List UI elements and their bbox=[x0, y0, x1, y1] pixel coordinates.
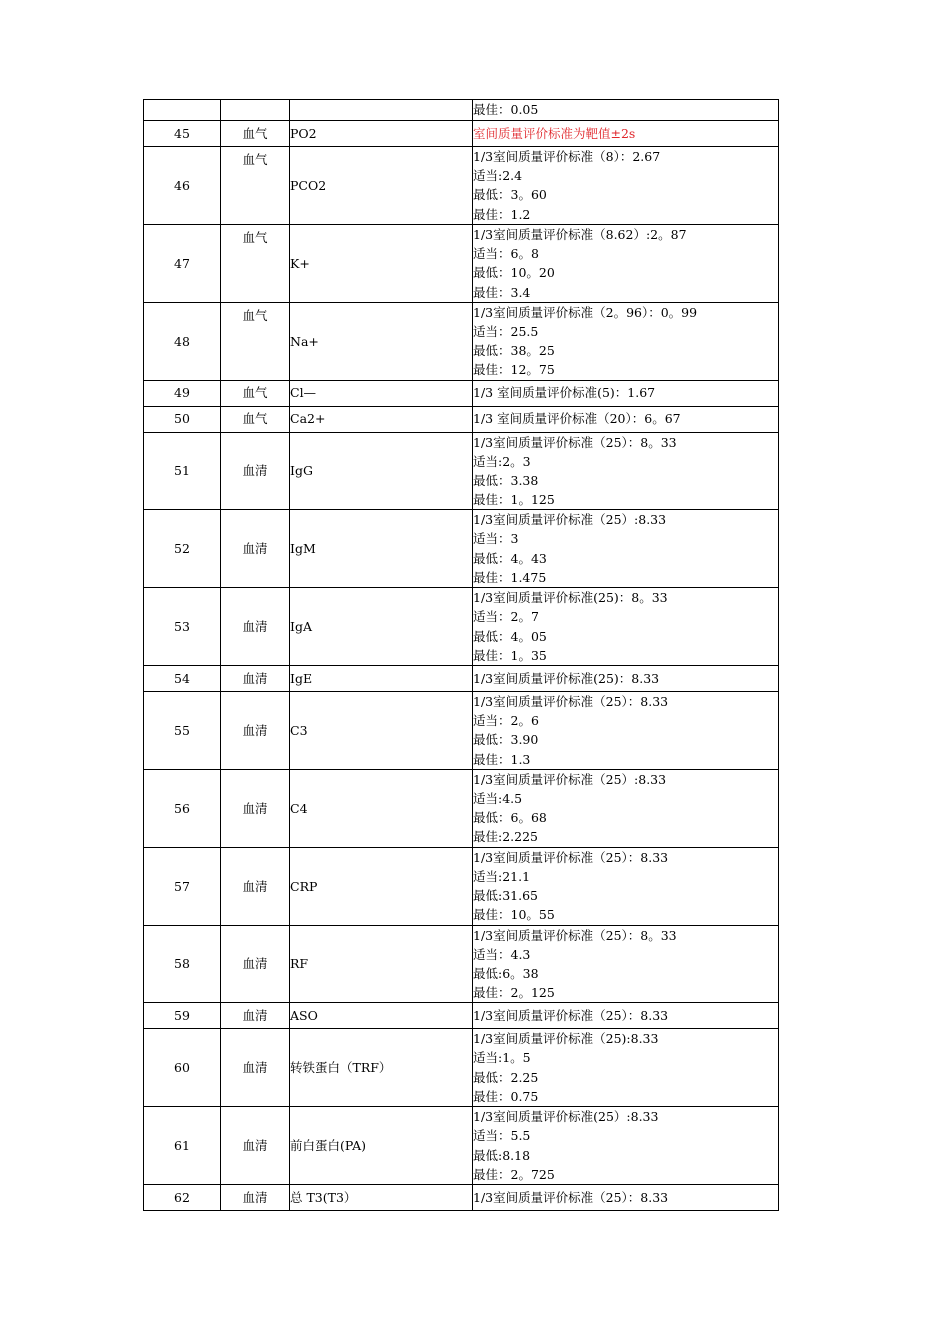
sample-type: 血清 bbox=[221, 666, 290, 692]
test-item: IgE bbox=[290, 666, 473, 692]
standard-line: 1/3室间质量评价标准(25)：8.33 bbox=[473, 670, 660, 686]
standard-line: 1/3室间质量评价标准（25）：8.33 bbox=[473, 694, 669, 709]
table-row bbox=[144, 769, 779, 847]
quality-standard bbox=[473, 121, 779, 147]
quality-standard bbox=[473, 925, 779, 1003]
standard-line: 适当：5.5 bbox=[473, 1128, 531, 1144]
table-row bbox=[144, 1003, 779, 1029]
test-item: Na+ bbox=[290, 302, 473, 380]
standard-line: 适当:2。3 bbox=[473, 453, 531, 469]
table-row bbox=[144, 1185, 779, 1211]
table-row bbox=[144, 925, 779, 1003]
sample-type: 血气 bbox=[221, 406, 290, 432]
standard-line: 最佳：1。35 bbox=[473, 647, 547, 663]
table-row bbox=[144, 666, 779, 692]
standard-line: 最低:6。38 bbox=[473, 965, 539, 981]
test-item: Cl— bbox=[290, 380, 473, 406]
table-row bbox=[144, 147, 779, 225]
row-number: 57 bbox=[144, 847, 221, 925]
standard-line: 1/3室间质量评价标准（8）：2.67 bbox=[473, 149, 661, 164]
sample-type: 血清 bbox=[221, 510, 290, 588]
row-number: 50 bbox=[144, 406, 221, 432]
quality-standard bbox=[473, 847, 779, 925]
sample-type: 血气 bbox=[221, 225, 290, 303]
table-row bbox=[144, 1029, 779, 1107]
standard-line: 最低：6。68 bbox=[473, 810, 547, 826]
standard-line: 1/3室间质量评价标准(25）:8.33 bbox=[473, 1109, 659, 1125]
test-item: 前白蛋白(PA) bbox=[290, 1107, 473, 1185]
sample-type: 血气 bbox=[221, 121, 290, 147]
table-row bbox=[144, 302, 779, 380]
table-row bbox=[144, 692, 779, 770]
sample-type: 血气 bbox=[221, 302, 290, 380]
quality-standards-table bbox=[143, 99, 779, 1211]
standard-line: 1/3室间质量评价标准（25）:8.33 bbox=[473, 512, 667, 528]
standard-line: 最低：4。43 bbox=[473, 550, 547, 566]
test-item: IgM bbox=[290, 510, 473, 588]
test-item: PCO2 bbox=[290, 147, 473, 225]
quality-standard bbox=[473, 588, 779, 666]
test-item: 转铁蛋白（TRF） bbox=[290, 1029, 473, 1107]
sample-type: 血清 bbox=[221, 432, 290, 510]
sample-type: 血清 bbox=[221, 847, 290, 925]
quality-standard bbox=[473, 432, 779, 510]
test-item: C3 bbox=[290, 692, 473, 770]
row-number: 52 bbox=[144, 510, 221, 588]
table-row bbox=[144, 847, 779, 925]
standard-line: 1/3室间质量评价标准（25）:8.33 bbox=[473, 771, 667, 787]
quality-standard bbox=[473, 1107, 779, 1185]
sample-type: 血气 bbox=[221, 147, 290, 225]
quality-standard bbox=[473, 100, 779, 121]
standard-line: 适当:21.1 bbox=[473, 868, 531, 884]
sample-type bbox=[221, 100, 290, 121]
standard-line: 最低:31.65 bbox=[473, 888, 538, 904]
sample-type: 血清 bbox=[221, 588, 290, 666]
standard-line: 适当：2。6 bbox=[473, 713, 539, 729]
test-item: IgA bbox=[290, 588, 473, 666]
standard-line: 适当：2。7 bbox=[473, 609, 539, 625]
quality-standard bbox=[473, 406, 779, 432]
row-number: 49 bbox=[144, 380, 221, 406]
standard-line: 1/3 室间质量评价标准（20）：6。67 bbox=[473, 411, 681, 427]
table-row bbox=[144, 100, 779, 121]
row-number: 51 bbox=[144, 432, 221, 510]
quality-standard bbox=[473, 225, 779, 303]
test-item: Ca2+ bbox=[290, 406, 473, 432]
table-row bbox=[144, 432, 779, 510]
quality-standard bbox=[473, 1029, 779, 1107]
sample-type: 血清 bbox=[221, 1107, 290, 1185]
standard-line: 1/3室间质量评价标准（25）：8.33 bbox=[473, 1189, 669, 1205]
standard-line: 最佳：2。725 bbox=[473, 1166, 555, 1182]
standard-line: 最佳：1。125 bbox=[473, 492, 555, 508]
row-number: 46 bbox=[144, 147, 221, 225]
sample-type: 血清 bbox=[221, 925, 290, 1003]
standard-line: 最低:8.18 bbox=[473, 1147, 531, 1163]
test-item: PO2 bbox=[290, 121, 473, 147]
test-item: IgG bbox=[290, 432, 473, 510]
standard-line: 最低：3.90 bbox=[473, 732, 539, 748]
standard-line: 最低：2.25 bbox=[473, 1069, 539, 1085]
standard-line: 1/3 室间质量评价标准(5)：1.67 bbox=[473, 385, 656, 401]
standard-line: 1/3室间质量评价标准（8.62）:2。87 bbox=[473, 227, 687, 242]
standard-line: 最佳：1.2 bbox=[473, 206, 531, 222]
test-item: RF bbox=[290, 925, 473, 1003]
standard-line: 适当：4.3 bbox=[473, 946, 531, 962]
standard-line: 最佳：0.75 bbox=[473, 1088, 539, 1104]
standard-line: 最佳:2.225 bbox=[473, 829, 538, 845]
row-number: 48 bbox=[144, 302, 221, 380]
quality-standard bbox=[473, 692, 779, 770]
quality-standard bbox=[473, 380, 779, 406]
quality-standard bbox=[473, 1185, 779, 1211]
standard-line: 最佳：1.3 bbox=[473, 751, 531, 767]
table-row bbox=[144, 380, 779, 406]
standard-line: 最佳：12。75 bbox=[473, 362, 555, 378]
standard-line: 1/3室间质量评价标准（25）：8.33 bbox=[473, 1008, 669, 1024]
standard-line: 1/3室间质量评价标准（25）：8。33 bbox=[473, 927, 677, 943]
sample-type: 血清 bbox=[221, 1003, 290, 1029]
sample-type: 血清 bbox=[221, 692, 290, 770]
row-number: 59 bbox=[144, 1003, 221, 1029]
row-number: 45 bbox=[144, 121, 221, 147]
standard-line: 适当:2.4 bbox=[473, 168, 523, 184]
standard-line: 适当：3 bbox=[473, 531, 519, 547]
standard-line: 最低：3.38 bbox=[473, 472, 539, 488]
sample-type: 血清 bbox=[221, 1185, 290, 1211]
standard-line: 室间质量评价标准为靶值±2s bbox=[473, 125, 636, 141]
test-item bbox=[290, 100, 473, 121]
table-row bbox=[144, 225, 779, 303]
test-item: C4 bbox=[290, 769, 473, 847]
standard-line: 1/3室间质量评价标准（2。96）：0。99 bbox=[473, 304, 698, 320]
test-item: ASO bbox=[290, 1003, 473, 1029]
quality-standard bbox=[473, 510, 779, 588]
table-row bbox=[144, 121, 779, 147]
row-number: 53 bbox=[144, 588, 221, 666]
sample-type: 血气 bbox=[221, 380, 290, 406]
table-row bbox=[144, 588, 779, 666]
row-number: 61 bbox=[144, 1107, 221, 1185]
standard-line: 最低：10。20 bbox=[473, 265, 555, 281]
table-row bbox=[144, 406, 779, 432]
quality-standard bbox=[473, 147, 779, 225]
standard-line: 最佳：3.4 bbox=[473, 284, 531, 300]
table-row bbox=[144, 510, 779, 588]
row-number: 62 bbox=[144, 1185, 221, 1211]
quality-standard bbox=[473, 1003, 779, 1029]
row-number: 60 bbox=[144, 1029, 221, 1107]
standard-line: 最佳：10。55 bbox=[473, 907, 555, 923]
standard-line: 最低：38。25 bbox=[473, 343, 555, 359]
sample-type: 血清 bbox=[221, 769, 290, 847]
row-number: 58 bbox=[144, 925, 221, 1003]
row-number bbox=[144, 100, 221, 121]
table-row bbox=[144, 1107, 779, 1185]
sample-type: 血清 bbox=[221, 1029, 290, 1107]
standard-line: 适当：25.5 bbox=[473, 323, 539, 339]
test-item: CRP bbox=[290, 847, 473, 925]
standard-line: 适当:4.5 bbox=[473, 790, 523, 806]
quality-standard bbox=[473, 666, 779, 692]
row-number: 47 bbox=[144, 225, 221, 303]
standard-line: 1/3室间质量评价标准(25)：8。33 bbox=[473, 590, 668, 606]
standard-line: 1/3室间质量评价标准（25）：8。33 bbox=[473, 434, 677, 450]
standard-line: 1/3室间质量评价标准（25):8.33 bbox=[473, 1031, 659, 1047]
standard-line: 最佳：2。125 bbox=[473, 985, 555, 1001]
quality-standard bbox=[473, 769, 779, 847]
row-number: 56 bbox=[144, 769, 221, 847]
row-number: 55 bbox=[144, 692, 221, 770]
standard-line: 最低：4。05 bbox=[473, 628, 547, 644]
standard-line: 1/3室间质量评价标准（25）：8.33 bbox=[473, 849, 669, 865]
row-number: 54 bbox=[144, 666, 221, 692]
table-body bbox=[144, 100, 779, 1211]
standard-line: 适当：6。8 bbox=[473, 246, 539, 262]
standard-line: 最低：3。60 bbox=[473, 187, 547, 203]
test-item: K+ bbox=[290, 225, 473, 303]
standard-line: 最佳：0.05 bbox=[473, 102, 539, 117]
standard-line: 最佳：1.475 bbox=[473, 569, 547, 585]
standard-line: 适当:1。5 bbox=[473, 1050, 531, 1066]
quality-standard bbox=[473, 302, 779, 380]
test-item: 总 T3(T3） bbox=[290, 1185, 473, 1211]
